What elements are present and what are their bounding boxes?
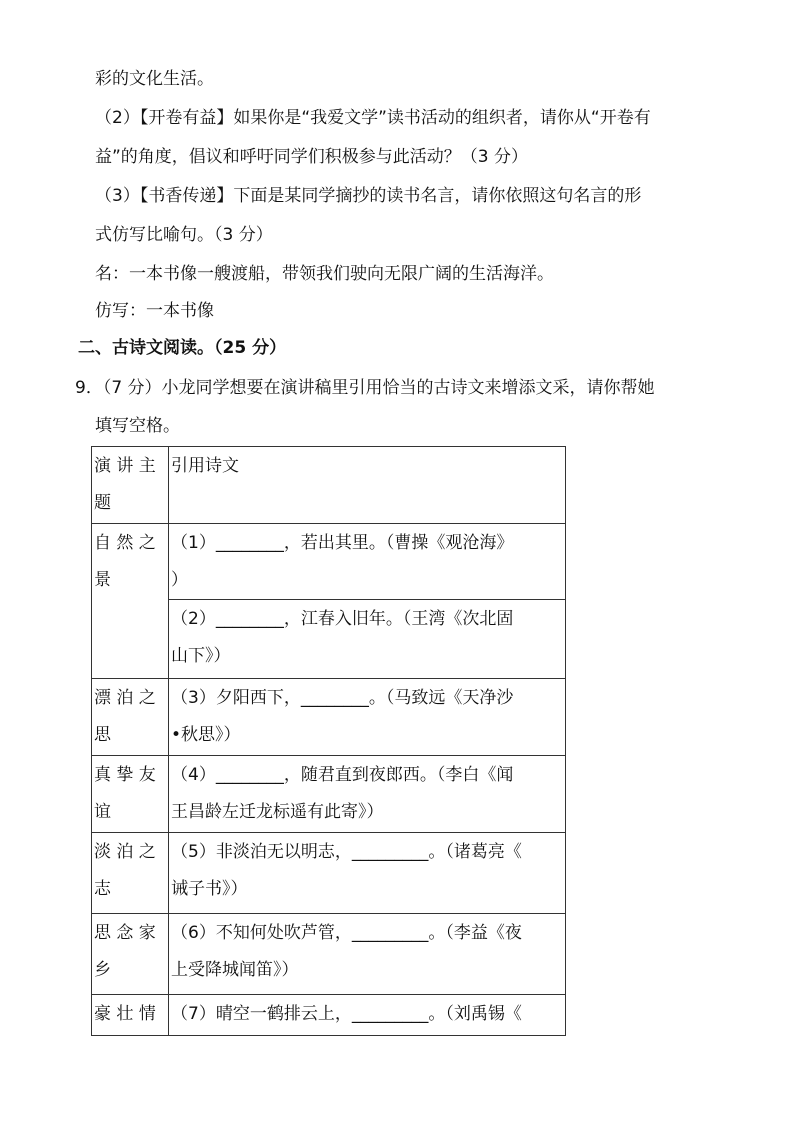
table-row bbox=[92, 914, 566, 995]
quote-text-2: 诫子书》） bbox=[171, 879, 248, 899]
question-2-line-2: 益”的角度，倡议和呼吁同学们积极参与此活动？（3 分） bbox=[95, 147, 529, 167]
quote-text-2: ） bbox=[171, 570, 188, 590]
theme-text: 漂 泊 之 bbox=[94, 688, 156, 708]
imitation-prompt: 仿写：一本书像 bbox=[95, 301, 214, 321]
theme-text-2: 志 bbox=[94, 879, 111, 899]
quote-cell bbox=[169, 600, 566, 679]
text-line-1: 彩的文化生活。 bbox=[95, 69, 214, 89]
quote-text-2: 王昌龄左迁龙标遥有此寄》） bbox=[171, 802, 384, 822]
theme-text-2: 乡 bbox=[94, 960, 111, 980]
question-2-line-1: （2）【开卷有益】如果你是“我爱文学”读书活动的组织者，请你从“开卷有 bbox=[95, 108, 651, 128]
theme-cell bbox=[92, 524, 169, 679]
table-header-row bbox=[92, 447, 566, 524]
theme-text-2: 景 bbox=[94, 570, 111, 590]
theme-text: 思 念 家 bbox=[94, 923, 156, 943]
quote-text: （1）________，若出其里。（曹操《观沧海》 bbox=[171, 533, 514, 553]
header-quote-text: 引用诗文 bbox=[171, 456, 239, 476]
quote-cell bbox=[169, 756, 566, 833]
table-row bbox=[92, 679, 566, 756]
theme-text: 豪 壮 情 bbox=[94, 1004, 156, 1024]
theme-text-2: 谊 bbox=[94, 802, 111, 822]
table-row bbox=[92, 524, 566, 600]
quote-text-2: 山下》） bbox=[171, 646, 231, 666]
quote-text: （2）________，江春入旧年。（王湾《次北固 bbox=[171, 609, 514, 629]
quote-text-2: 上受降城闻笛》） bbox=[171, 960, 299, 980]
header-theme-cell bbox=[92, 447, 169, 524]
quote-text: （6）不知何处吹芦管，_________。（李益《夜 bbox=[171, 923, 522, 943]
theme-text: 自 然 之 bbox=[94, 533, 156, 553]
question-9-line-1: 9．（7 分）小龙同学想要在演讲稿里引用恰当的古诗文来增添文采，请你帮她 bbox=[75, 378, 655, 398]
question-9-line-2: 填写空格。 bbox=[95, 416, 180, 436]
quote-cell bbox=[169, 995, 566, 1036]
quote-text: （3）夕阳西下，________。（马致远《天净沙 bbox=[171, 688, 514, 708]
quote-table bbox=[91, 446, 566, 1036]
quote-cell bbox=[169, 914, 566, 995]
quote-text: （5）非淡泊无以明志，_________。（诸葛亮《 bbox=[171, 842, 522, 862]
theme-cell bbox=[92, 995, 169, 1036]
quote-text: （7）晴空一鹤排云上，_________。（刘禹锡《 bbox=[171, 1004, 522, 1024]
theme-cell bbox=[92, 756, 169, 833]
quote-cell bbox=[169, 833, 566, 914]
theme-text: 真 挚 友 bbox=[94, 765, 156, 785]
question-3-line-2: 式仿写比喻句。（3 分） bbox=[95, 225, 273, 245]
theme-text: 淡 泊 之 bbox=[94, 842, 156, 862]
quote-text: （4）________，随君直到夜郎西。（李白《闻 bbox=[171, 765, 514, 785]
table-row bbox=[92, 833, 566, 914]
table-row bbox=[92, 756, 566, 833]
example-quote: 名：一本书像一艘渡船，带领我们驶向无限广阔的生活海洋。 bbox=[95, 264, 554, 284]
header-theme-text-2: 题 bbox=[94, 493, 111, 513]
quote-cell bbox=[169, 679, 566, 756]
header-theme-text: 演 讲 主 bbox=[94, 456, 156, 476]
quote-cell bbox=[169, 524, 566, 600]
section-heading: 二、古诗文阅读。（25 分） bbox=[78, 338, 287, 358]
theme-cell bbox=[92, 679, 169, 756]
question-3-line-1: （3）【书香传递】下面是某同学摘抄的读书名言，请你依照这句名言的形 bbox=[95, 186, 642, 206]
header-quote-cell bbox=[169, 447, 566, 524]
theme-cell bbox=[92, 833, 169, 914]
table-row bbox=[92, 995, 566, 1036]
quote-text-2: •秋思》） bbox=[171, 725, 241, 745]
theme-text-2: 思 bbox=[94, 725, 111, 745]
theme-cell bbox=[92, 914, 169, 995]
